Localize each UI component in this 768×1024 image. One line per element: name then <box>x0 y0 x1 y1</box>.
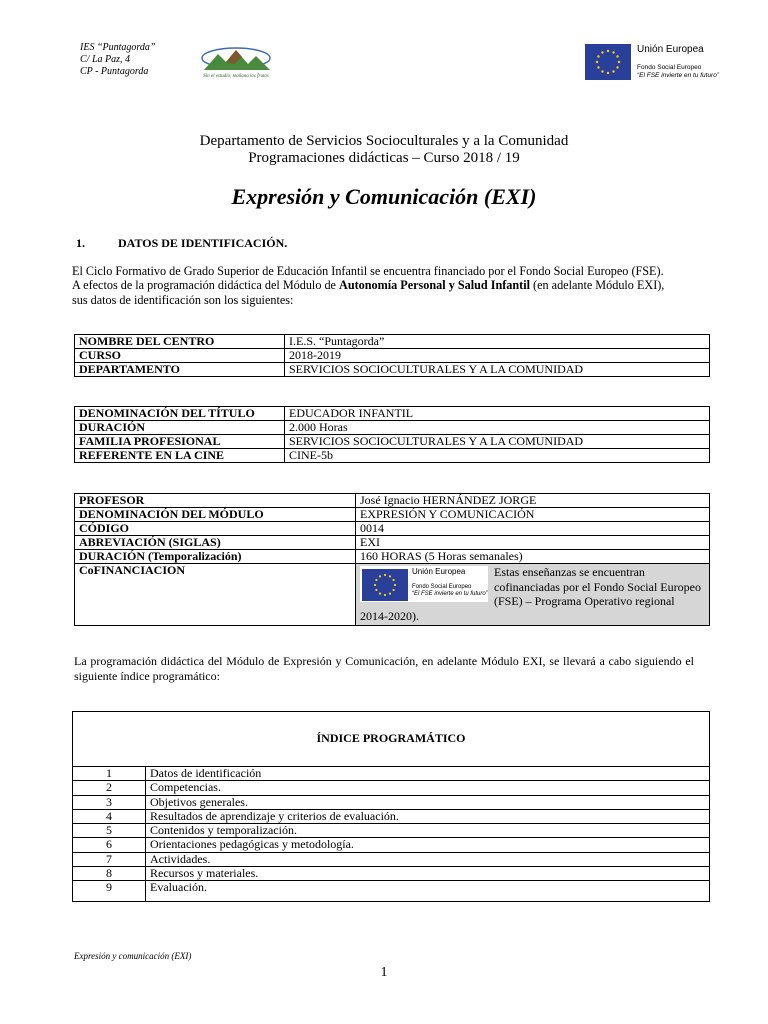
table-row: 1 Datos de identificación <box>73 767 710 781</box>
eu-flag-small-icon <box>362 569 408 601</box>
programming-line: Programaciones didácticas – Curso 2018 / 19 <box>248 150 520 166</box>
school-address <box>80 42 155 78</box>
index-table <box>72 711 710 902</box>
page-number: 1 <box>380 965 388 980</box>
school-logo <box>196 40 278 82</box>
department-line: Departamento de Servicios Socioculturales y a la Comunidad <box>199 133 569 149</box>
logo-caption: Sin el estudio, mañana los frutos <box>203 74 269 79</box>
section-heading <box>76 236 287 251</box>
eu-mini-logo <box>360 566 488 602</box>
table-row: 9 Evaluación. <box>73 881 710 901</box>
table-row: CÓDIGO 0014 <box>75 522 710 536</box>
eu-fund: Fondo Social Europeo <box>637 64 702 71</box>
table-row: 5 Contenidos y temporalización. <box>73 824 710 838</box>
index-intro-paragraph: La programación didáctica del Módulo de Expresión y Comunicación, en adelante Módulo EXI, se llevará a cabo siguiendo el siguiente índice programático: <box>74 654 694 683</box>
table-row: 3 Objetivos generales. <box>73 795 710 809</box>
table-row: REFERENTE EN LA CINE CINE-5b <box>75 449 710 463</box>
school-postcode: CP - Puntagorda <box>80 66 149 77</box>
table-row: 4 Resultados de aprendizaje y criterios de evaluación. <box>73 809 710 823</box>
school-street: C/ La Paz, 4 <box>80 54 131 65</box>
table-row: DENOMINACIÓN DEL MÓDULO EXPRESIÓN Y COMUNICACIÓN <box>75 508 710 522</box>
school-name: IES “Puntagorda” <box>80 42 156 53</box>
intro-paragraph <box>72 264 702 307</box>
cofin-label: CoFINANCIACION <box>75 564 356 626</box>
center-name-value: I.E.S. “Puntagorda” <box>285 335 710 349</box>
eu-logo-text <box>637 44 768 80</box>
table-row: ABREVIACIÓN (SIGLAS) EXI <box>75 536 710 550</box>
title-table <box>74 406 710 463</box>
eu-title: Unión Europea <box>637 44 704 55</box>
page-title: Expresión y Comunicación (EXI) <box>231 184 537 209</box>
department-heading <box>0 133 768 167</box>
table-row: DENOMINACIÓN DEL TÍTULO EDUCADOR INFANTIL <box>75 407 710 421</box>
table-row: 8 Recursos y materiales. <box>73 867 710 881</box>
eu-flag-icon <box>585 44 631 80</box>
section-label: DATOS DE IDENTIFICACIÓN. <box>118 236 288 250</box>
module-name-bold: Autonomía Personal y Salud Infantil <box>339 278 530 293</box>
eu-mini-text: Unión Europea Fondo Social Europeo “El FSE invierte en tu futuro” <box>412 567 488 597</box>
table-row: FAMILIA PROFESIONAL SERVICIOS SOCIOCULTURALES Y A LA COMUNIDAD <box>75 435 710 449</box>
table-row: 2 Competencias. <box>73 781 710 795</box>
intro-line: sus datos de identificación son los siguientes: <box>72 292 294 307</box>
table-row: PROFESOR José Ignacio HERNÁNDEZ JORGE <box>75 494 710 508</box>
table-row: CURSO 2018-2019 <box>75 349 710 363</box>
table-row: DURACIÓN 2.000 Horas <box>75 421 710 435</box>
eu-motto: “El FSE invierte en tu futuro” <box>637 72 720 79</box>
table-row: DEPARTAMENTO SERVICIOS SOCIOCULTURALES Y A LA COMUNIDAD <box>75 363 710 377</box>
cofin-text: Estas enseñanzas se encuentran cofinanciadas por el Fondo Social Europeo (FSE) – Programa Operativo regional 2014-2020). <box>360 565 701 623</box>
eu-stars <box>596 50 620 74</box>
table-row: NOMBRE DEL CENTRO I.E.S. “Puntagorda” <box>75 335 710 349</box>
table-row: DURACIÓN (Temporalización) 160 HORAS (5 Horas semanales) <box>75 550 710 564</box>
center-table <box>74 334 710 377</box>
section-number: 1. <box>76 236 85 250</box>
page-footer: Expresión y comunicación (EXI) <box>74 951 192 961</box>
table-row: 6 Orientaciones pedagógicas y metodología. <box>73 838 710 852</box>
table-row: 7 Actividades. <box>73 852 710 866</box>
index-title: ÍNDICE PROGRAMÁTICO <box>73 712 710 767</box>
cofin-cell <box>356 564 710 626</box>
intro-line: El Ciclo Formativo de Grado Superior de Educación Infantil se encuentra financiado por el Fondo Social Europeo (FSE). <box>72 264 664 278</box>
table-row <box>75 564 710 626</box>
intro-line: A efectos de la programación didáctica del Módulo de Autonomía Personal y Salud Infantil (en adelante Módulo EXI), <box>72 278 665 293</box>
module-table <box>74 493 710 626</box>
